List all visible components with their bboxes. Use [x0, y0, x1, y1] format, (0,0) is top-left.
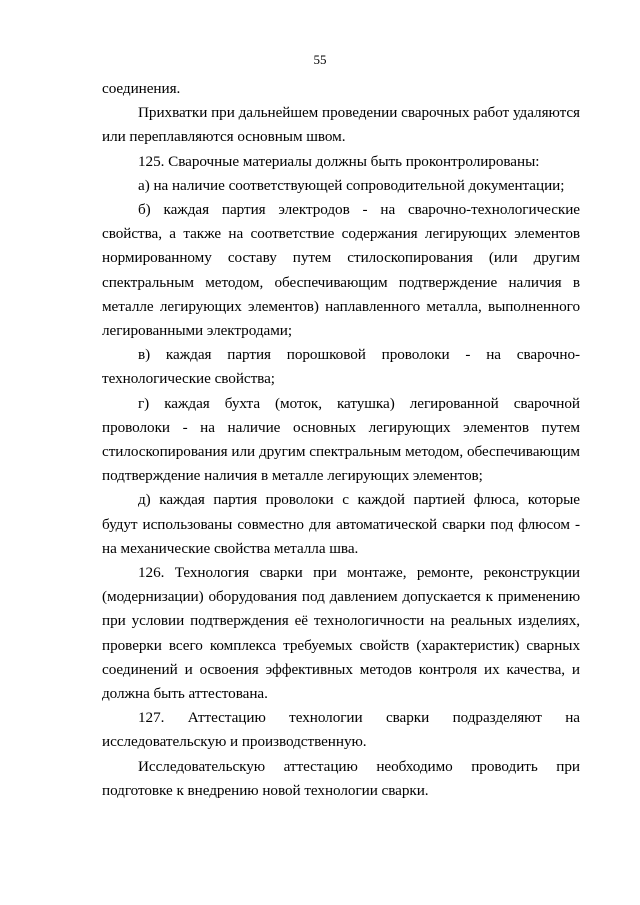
- paragraph-125-b: б) каждая партия электродов - на сварочно-технологические свойства, а также на соответствие содержания легирующих элементов нормированному составу путем стилоскопирования (или другим спектральным методом, обеспечивающим подтверждение наличия в металле легирующих элементов) наплавленного металла, выполненного легированными электродами;: [102, 201, 580, 340]
- paragraph-126: 126. Технология сварки при монтаже, ремонте, реконструкции (модернизации) оборудования под давлением допускается к применению при условии подтверждения её технологичности на реальных изделиях, проверки всего комплекса требуемых свойств (характеристик) сварных соединений и освоения эффективных методов контроля их качества, и должна быть аттестована.: [102, 564, 580, 703]
- paragraph-127: 127. Аттестацию технологии сварки подразделяют на исследовательскую и производственную.: [102, 709, 580, 751]
- paragraph-125-d: д) каждая партия проволоки с каждой партией флюса, которые будут использованы совместно для автоматической сварки под флюсом - на механические свойства металла шва.: [102, 491, 580, 557]
- paragraph-125: 125. Сварочные материалы должны быть проконтролированы:: [138, 152, 540, 170]
- document-body: [102, 77, 580, 803]
- paragraph-tack-welds: Прихватки при дальнейшем проведении сварочных работ удаляются или переплавляются основным швом.: [102, 104, 580, 146]
- paragraph-125-g: г) каждая бухта (моток, катушка) легированной сварочной проволоки - на наличие основных легирующих элементов путем стилоскопирования или другим спектральным методом, обеспечивающим подтверждение наличия в металле легирующих элементов;: [102, 394, 580, 485]
- paragraph-continuation: соединения.: [102, 80, 181, 97]
- paragraph-125-v: в) каждая партия порошковой проволоки - на сварочно-технологические свойства;: [102, 346, 580, 388]
- paragraph-research-attestation: Исследовательскую аттестацию необходимо проводить при подготовке к внедрению новой технологии сварки.: [102, 757, 580, 799]
- paragraph-125-a: а) на наличие соответствующей сопроводительной документации;: [138, 176, 565, 194]
- page-number: 55: [313, 52, 327, 67]
